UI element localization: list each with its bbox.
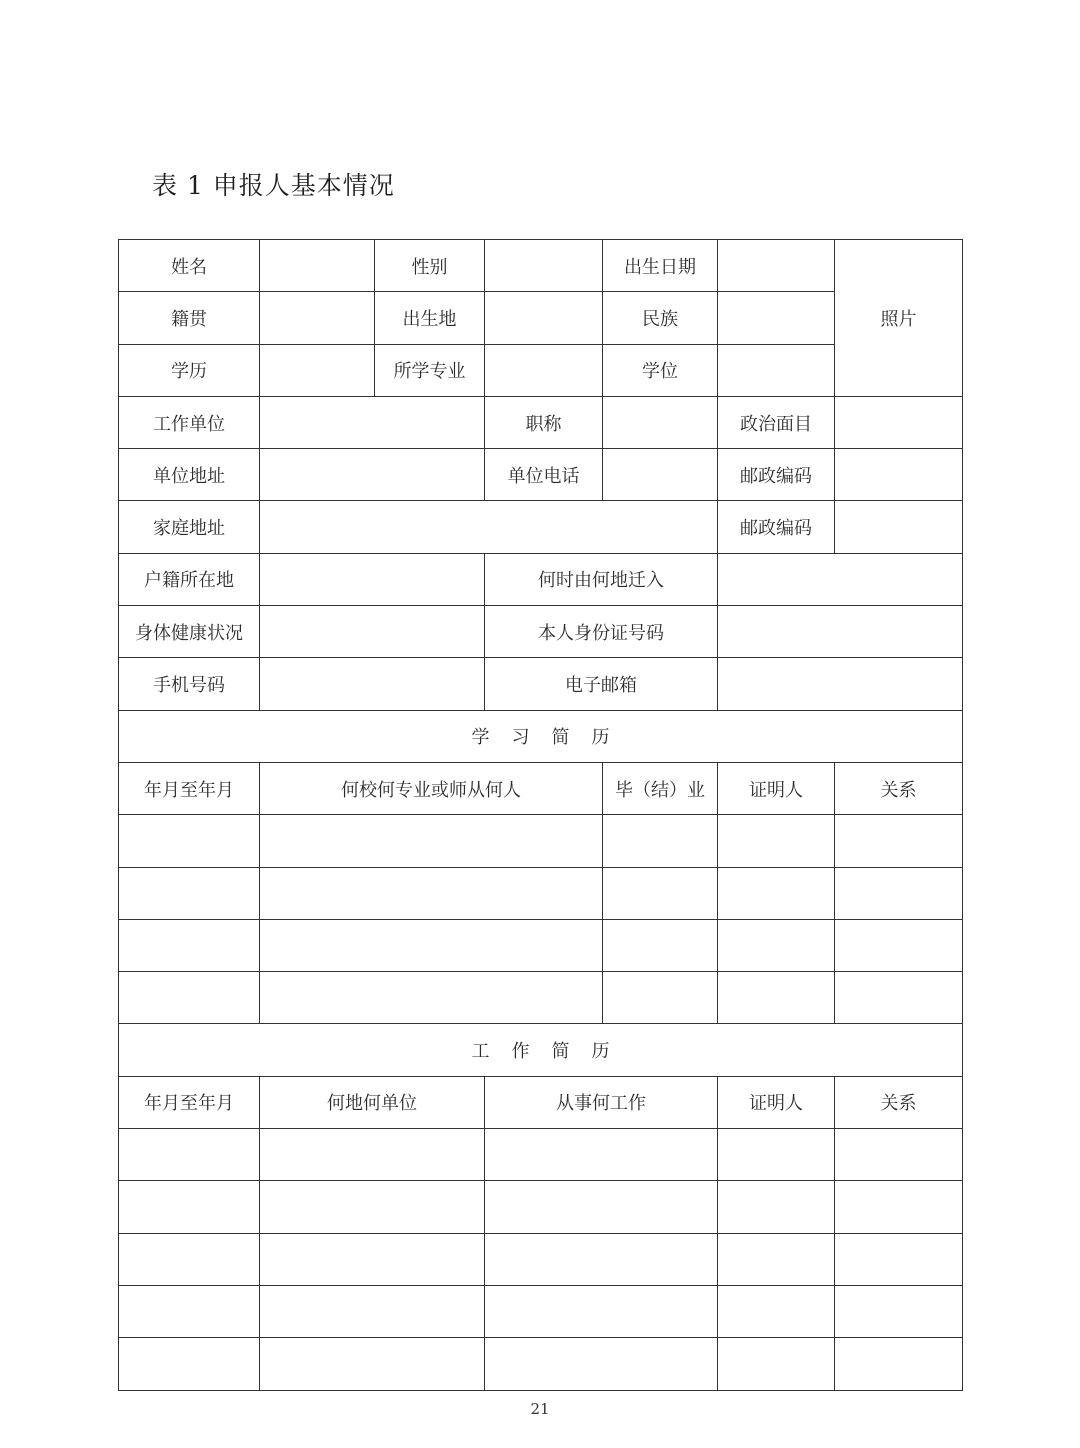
field-political-status[interactable] xyxy=(835,397,963,449)
study-header-period: 年月至年月 xyxy=(119,763,260,815)
field-birthplace[interactable] xyxy=(485,292,603,344)
study-cell-relation[interactable] xyxy=(835,815,963,867)
field-job-title[interactable] xyxy=(603,397,718,449)
field-degree[interactable] xyxy=(718,345,835,397)
photo-box[interactable]: 照片 xyxy=(835,240,963,397)
work-cell-duty[interactable] xyxy=(485,1181,718,1233)
work-header-witness: 证明人 xyxy=(718,1077,835,1129)
work-cell-period[interactable] xyxy=(119,1338,260,1390)
study-cell-graduation[interactable] xyxy=(603,815,718,867)
study-cell-school[interactable] xyxy=(260,815,603,867)
study-cell-witness[interactable] xyxy=(718,815,835,867)
work-cell-duty[interactable] xyxy=(485,1234,718,1286)
label-gender: 性别 xyxy=(375,240,485,292)
work-cell-employer[interactable] xyxy=(260,1181,485,1233)
label-email: 电子邮箱 xyxy=(485,658,718,710)
work-cell-witness[interactable] xyxy=(718,1234,835,1286)
applicant-info-table xyxy=(118,239,963,1391)
work-cell-relation[interactable] xyxy=(835,1234,963,1286)
study-header-graduation: 毕（结）业 xyxy=(603,763,718,815)
study-header-school: 何校何专业或师从何人 xyxy=(260,763,603,815)
label-native-place: 籍贯 xyxy=(119,292,260,344)
label-degree: 学位 xyxy=(603,345,718,397)
label-ethnicity: 民族 xyxy=(603,292,718,344)
work-header-period: 年月至年月 xyxy=(119,1077,260,1129)
work-cell-witness[interactable] xyxy=(718,1286,835,1338)
study-cell-witness[interactable] xyxy=(718,868,835,920)
work-cell-relation[interactable] xyxy=(835,1338,963,1390)
field-name[interactable] xyxy=(260,240,375,292)
label-health: 身体健康状况 xyxy=(119,606,260,658)
work-cell-witness[interactable] xyxy=(718,1129,835,1181)
label-id-number: 本人身份证号码 xyxy=(485,606,718,658)
label-employer-address: 单位地址 xyxy=(119,449,260,501)
field-employer[interactable] xyxy=(260,397,485,449)
label-moved-from: 何时由何地迁入 xyxy=(485,554,718,606)
label-major: 所学专业 xyxy=(375,345,485,397)
field-health[interactable] xyxy=(260,606,485,658)
field-birth-date[interactable] xyxy=(718,240,835,292)
work-cell-relation[interactable] xyxy=(835,1286,963,1338)
work-cell-duty[interactable] xyxy=(485,1338,718,1390)
field-employer-address[interactable] xyxy=(260,449,485,501)
study-cell-relation[interactable] xyxy=(835,972,963,1024)
form-title: 表 1 申报人基本情况 xyxy=(152,171,395,200)
study-header-relation: 关系 xyxy=(835,763,963,815)
field-moved-from[interactable] xyxy=(718,554,963,606)
label-postcode-2: 邮政编码 xyxy=(718,501,835,553)
work-header-duty: 从事何工作 xyxy=(485,1077,718,1129)
work-header-employer: 何地何单位 xyxy=(260,1077,485,1129)
page-number: 21 xyxy=(530,1400,550,1418)
label-employer: 工作单位 xyxy=(119,397,260,449)
work-header-relation: 关系 xyxy=(835,1077,963,1129)
study-cell-period[interactable] xyxy=(119,972,260,1024)
label-home-address: 家庭地址 xyxy=(119,501,260,553)
study-history-heading: 学习简历 xyxy=(119,711,963,763)
study-cell-relation[interactable] xyxy=(835,868,963,920)
label-job-title: 职称 xyxy=(485,397,603,449)
study-cell-witness[interactable] xyxy=(718,920,835,972)
work-history-heading: 工作简历 xyxy=(119,1024,963,1076)
work-cell-period[interactable] xyxy=(119,1129,260,1181)
label-education: 学历 xyxy=(119,345,260,397)
field-mobile[interactable] xyxy=(260,658,485,710)
field-id-number[interactable] xyxy=(718,606,963,658)
field-postcode-2[interactable] xyxy=(835,501,963,553)
field-employer-phone[interactable] xyxy=(603,449,718,501)
study-cell-period[interactable] xyxy=(119,920,260,972)
work-cell-period[interactable] xyxy=(119,1181,260,1233)
work-cell-duty[interactable] xyxy=(485,1286,718,1338)
label-postcode: 邮政编码 xyxy=(718,449,835,501)
field-household-registration[interactable] xyxy=(260,554,485,606)
work-cell-relation[interactable] xyxy=(835,1181,963,1233)
field-native-place[interactable] xyxy=(260,292,375,344)
label-employer-phone: 单位电话 xyxy=(485,449,603,501)
field-home-address[interactable] xyxy=(260,501,718,553)
label-political-status: 政治面目 xyxy=(718,397,835,449)
study-cell-graduation[interactable] xyxy=(603,920,718,972)
work-cell-employer[interactable] xyxy=(260,1338,485,1390)
field-ethnicity[interactable] xyxy=(718,292,835,344)
label-mobile: 手机号码 xyxy=(119,658,260,710)
study-cell-school[interactable] xyxy=(260,972,603,1024)
work-cell-employer[interactable] xyxy=(260,1234,485,1286)
field-gender[interactable] xyxy=(485,240,603,292)
study-cell-witness[interactable] xyxy=(718,972,835,1024)
study-cell-graduation[interactable] xyxy=(603,972,718,1024)
work-cell-period[interactable] xyxy=(119,1286,260,1338)
work-cell-period[interactable] xyxy=(119,1234,260,1286)
label-birthplace: 出生地 xyxy=(375,292,485,344)
study-cell-period[interactable] xyxy=(119,815,260,867)
work-cell-witness[interactable] xyxy=(718,1181,835,1233)
field-education[interactable] xyxy=(260,345,375,397)
study-cell-period[interactable] xyxy=(119,868,260,920)
label-household-registration: 户籍所在地 xyxy=(119,554,260,606)
study-header-witness: 证明人 xyxy=(718,763,835,815)
field-email[interactable] xyxy=(718,658,963,710)
study-cell-graduation[interactable] xyxy=(603,868,718,920)
field-postcode[interactable] xyxy=(835,449,963,501)
work-cell-employer[interactable] xyxy=(260,1286,485,1338)
study-cell-relation[interactable] xyxy=(835,920,963,972)
work-cell-witness[interactable] xyxy=(718,1338,835,1390)
work-cell-relation[interactable] xyxy=(835,1129,963,1181)
study-cell-school[interactable] xyxy=(260,920,603,972)
study-cell-school[interactable] xyxy=(260,868,603,920)
work-cell-employer[interactable] xyxy=(260,1129,485,1181)
field-major[interactable] xyxy=(485,345,603,397)
label-birth-date: 出生日期 xyxy=(603,240,718,292)
work-cell-duty[interactable] xyxy=(485,1129,718,1181)
label-name: 姓名 xyxy=(119,240,260,292)
